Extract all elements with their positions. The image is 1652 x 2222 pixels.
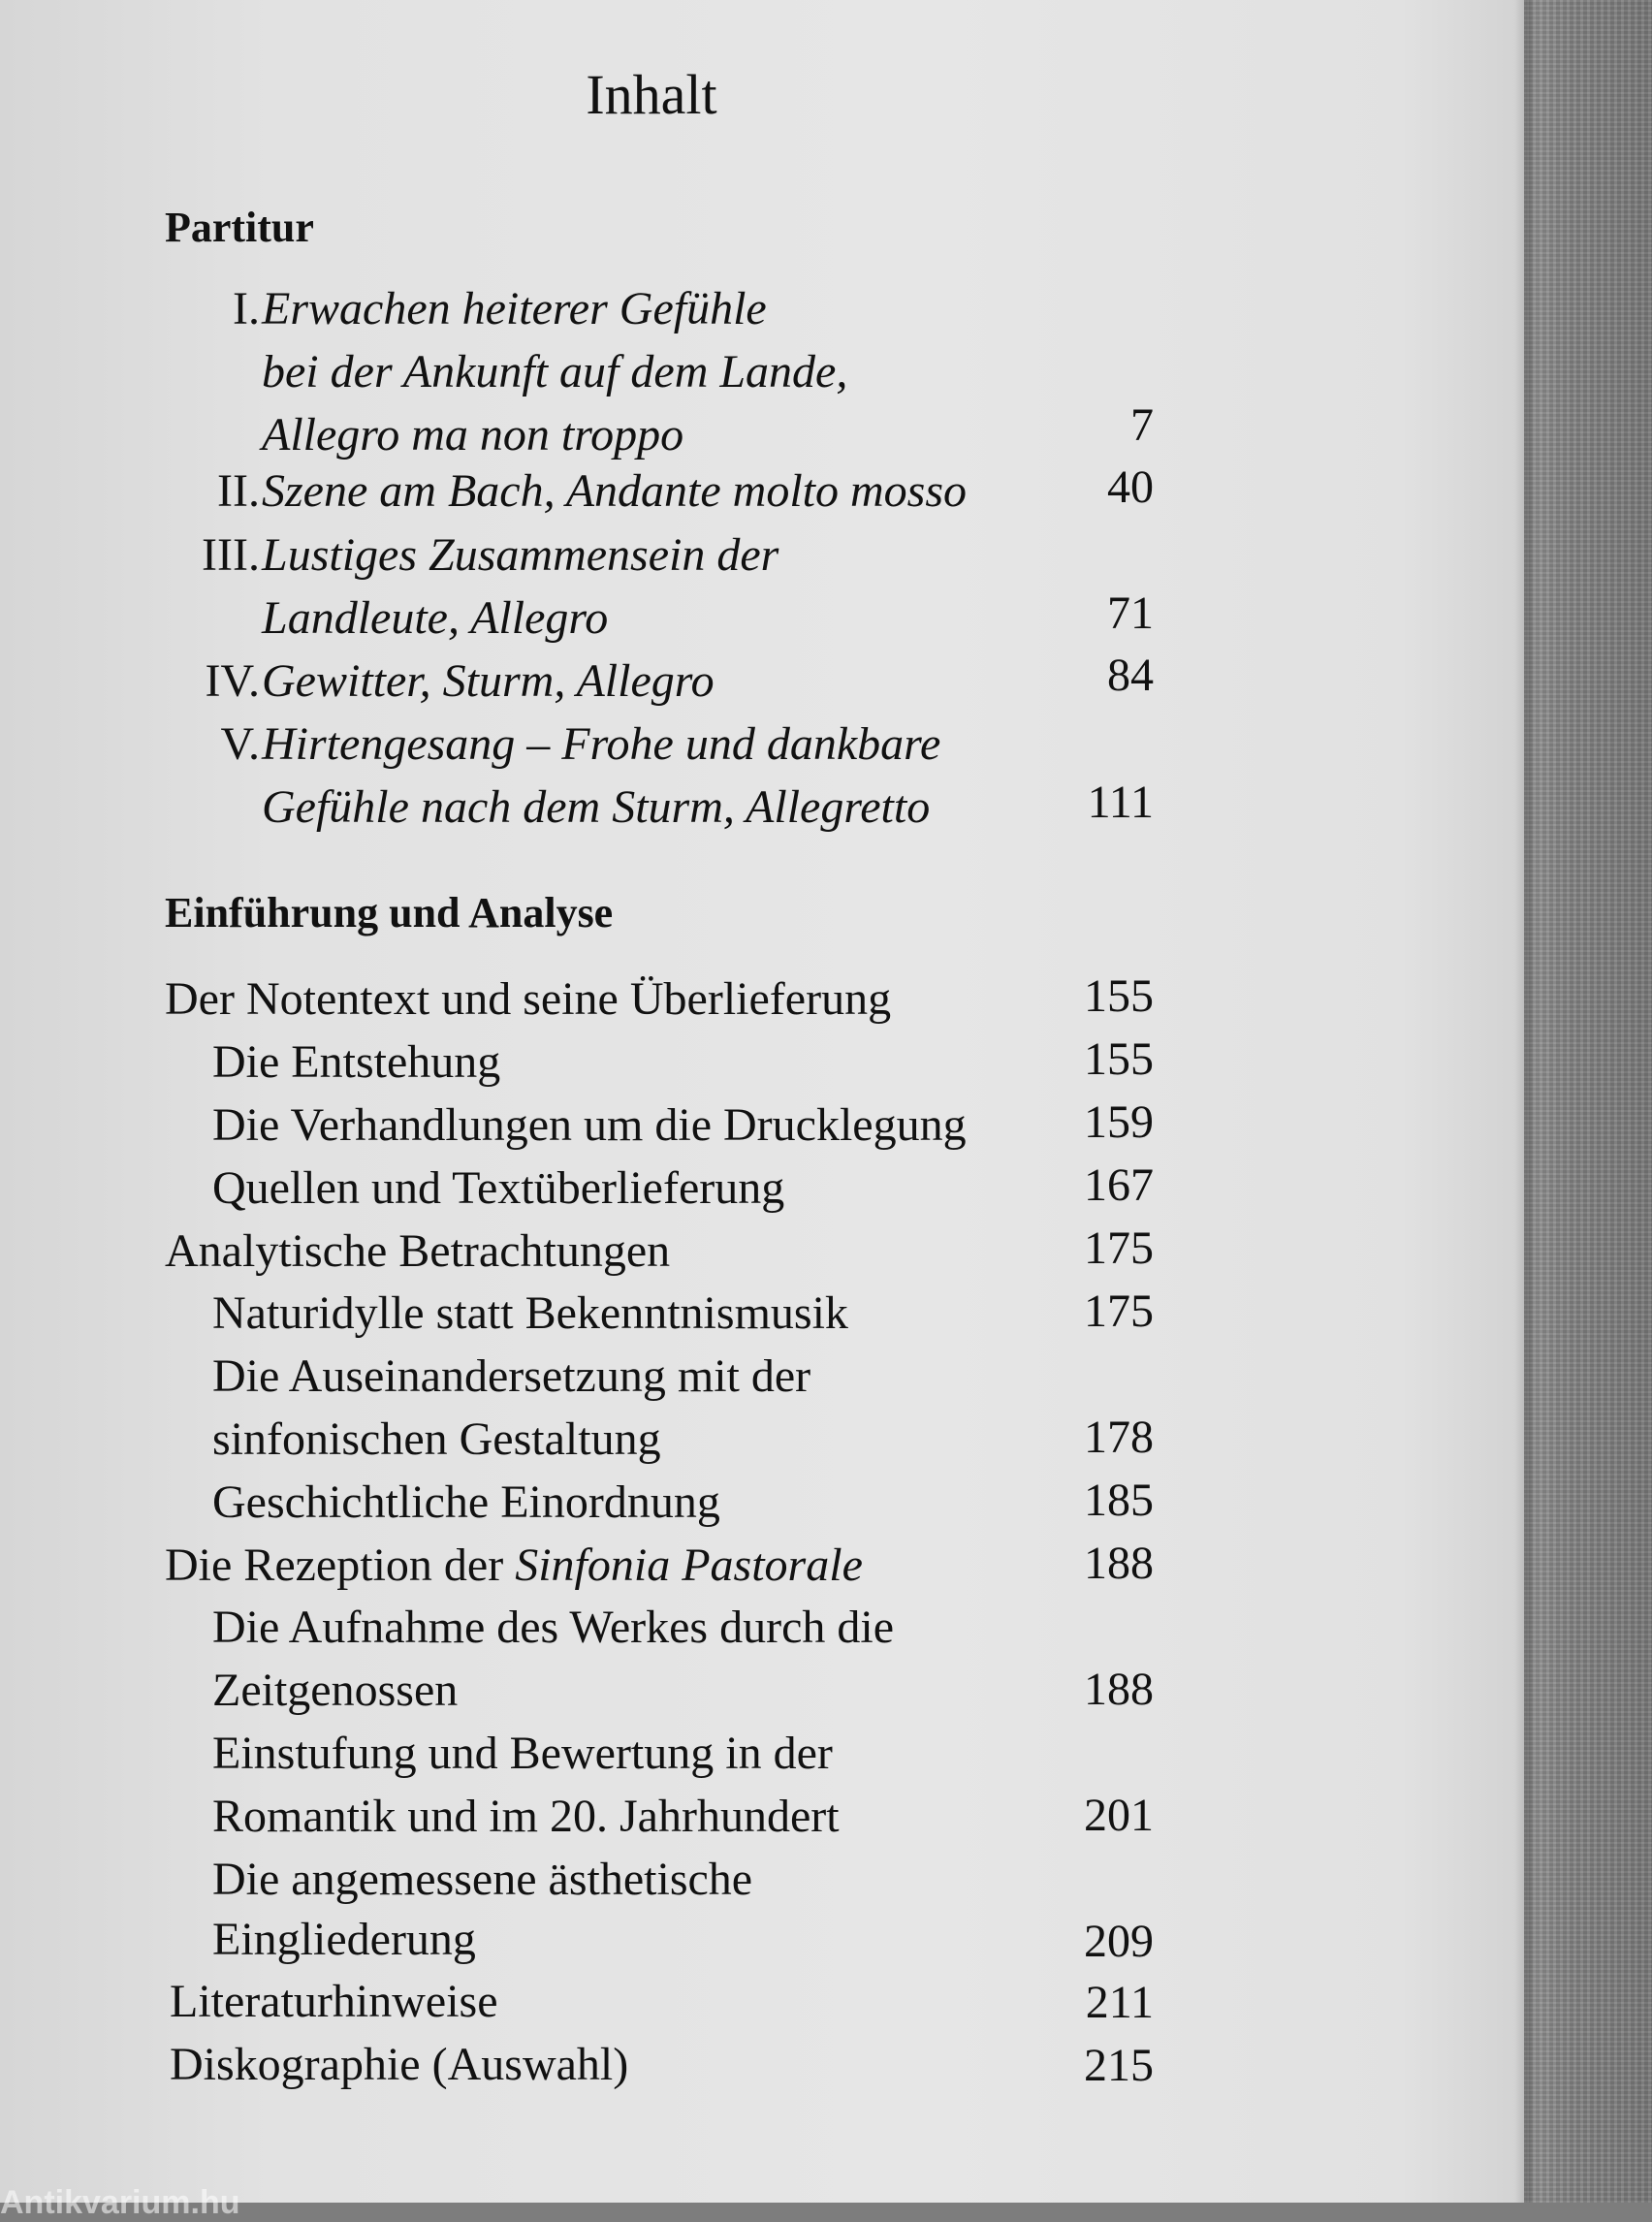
page-number: 209 <box>1084 1916 1154 1967</box>
toc-entry-cont <box>0 1659 1551 1723</box>
toc-entry-movement-2 <box>0 460 1551 524</box>
toc-entry <box>0 1220 1551 1284</box>
page-title: Inhalt <box>586 63 717 126</box>
toc-entry-cont <box>0 1408 1551 1472</box>
movement-numeral: V. <box>220 718 260 770</box>
toc-entry <box>0 1345 1551 1409</box>
page-number: 167 <box>1084 1159 1154 1211</box>
page-number: 185 <box>1084 1475 1154 1526</box>
page-number: 215 <box>1084 2040 1154 2091</box>
entry-title: Die angemessene ästhetische <box>212 1854 753 1905</box>
page-number: 188 <box>1084 1538 1154 1589</box>
toc-entry <box>0 1094 1551 1158</box>
toc-entry-movement-5 <box>0 713 1551 777</box>
entry-title-part: Die Rezeption der <box>165 1540 516 1591</box>
entry-title: Zeitgenossen <box>212 1665 459 1716</box>
toc-entry-movement-3-cont <box>0 587 1551 651</box>
toc-entry <box>0 1722 1551 1786</box>
movement-title-line: Gewitter, Sturm, Allegro <box>262 655 715 707</box>
entry-title: Eingliederung <box>212 1914 476 1965</box>
entry-title: Die Entstehung <box>212 1036 501 1088</box>
watermark: Antikvarium.hu <box>0 2184 240 2221</box>
movement-numeral: IV. <box>205 655 260 707</box>
toc-entry-movement-1 <box>0 277 1551 341</box>
movement-title-line: Erwachen heiterer Gefühle <box>262 283 767 334</box>
entry-title: Der Notentext und seine Überlieferung <box>165 973 892 1025</box>
movement-numeral: I. <box>233 283 260 334</box>
page-number: 40 <box>1107 461 1154 513</box>
toc-entry-cont <box>0 1908 1551 1972</box>
movement-title-line: bei der Ankunft auf dem Lande, <box>262 346 848 397</box>
page-number: 111 <box>1087 777 1154 828</box>
page-number: 175 <box>1084 1222 1154 1274</box>
entry-title: Quellen und Textüberlieferung <box>212 1162 785 1214</box>
page-number: 211 <box>1085 1977 1154 2028</box>
movement-numeral: III. <box>202 529 260 581</box>
toc-entry-movement-1-cont <box>0 340 1551 404</box>
entry-title: Analytische Betrachtungen <box>165 1225 671 1277</box>
movement-title-line: Allegro ma non troppo <box>262 409 684 460</box>
page-number: 188 <box>1084 1664 1154 1715</box>
entry-title: sinfonischen Gestaltung <box>212 1413 661 1465</box>
entry-title: Diskographie (Auswahl) <box>170 2039 629 2090</box>
movement-title-line: Gefühle nach dem Sturm, Allegretto <box>262 781 931 833</box>
toc-entry <box>0 1471 1551 1535</box>
page-number: 7 <box>1130 399 1154 451</box>
entry-title-part-italic: Sinfonia Pastorale <box>515 1540 863 1591</box>
toc-entry-movement-1-cont <box>0 403 1551 467</box>
entry-title: Naturidylle statt Bekenntnismusik <box>212 1287 848 1339</box>
page-number: 155 <box>1084 970 1154 1022</box>
toc-entry <box>0 1848 1551 1912</box>
toc-entry <box>0 1534 1551 1598</box>
toc-entry-movement-5-cont <box>0 776 1551 840</box>
movement-title-line: Szene am Bach, Andante molto mosso <box>262 465 968 517</box>
page-number: 155 <box>1084 1033 1154 1085</box>
page-number: 178 <box>1084 1412 1154 1463</box>
entry-title: Romantik und im 20. Jahrhundert <box>212 1791 840 1842</box>
entry-title: Literaturhinweise <box>170 1976 498 2027</box>
movement-title-line: Lustiges Zusammensein der <box>262 529 779 581</box>
section-heading-partitur: Partitur <box>165 204 314 251</box>
entry-title: Geschichtliche Einordnung <box>212 1476 720 1528</box>
page-number: 71 <box>1107 587 1154 639</box>
toc-entry <box>0 1282 1551 1346</box>
toc-entry <box>0 2033 1551 2097</box>
entry-title: Die Verhandlungen um die Drucklegung <box>212 1099 967 1151</box>
toc-entry <box>0 968 1551 1032</box>
entry-title: Die Auseinandersetzung mit der <box>212 1350 811 1402</box>
toc-entry <box>0 1596 1551 1660</box>
page-number: 201 <box>1084 1790 1154 1841</box>
toc-entry-movement-3 <box>0 524 1551 587</box>
entry-title: Die Aufnahme des Werkes durch die <box>212 1602 895 1653</box>
page-number: 84 <box>1107 650 1154 701</box>
movement-title-line: Landleute, Allegro <box>262 592 609 644</box>
toc-entry-movement-4 <box>0 650 1551 714</box>
movement-title-line: Hirtengesang – Frohe und dankbare <box>262 718 941 770</box>
toc-entry <box>0 1157 1551 1221</box>
movement-numeral: II. <box>217 465 260 517</box>
toc-entry <box>0 1970 1551 2034</box>
page-number: 159 <box>1084 1096 1154 1148</box>
toc-entry-cont <box>0 1785 1551 1849</box>
page-number: 175 <box>1084 1286 1154 1337</box>
entry-title: Einstufung und Bewertung in der <box>212 1728 833 1779</box>
entry-title <box>165 1534 863 1598</box>
section-heading-einfuehrung: Einführung und Analyse <box>165 889 614 936</box>
toc-entry <box>0 1031 1551 1095</box>
